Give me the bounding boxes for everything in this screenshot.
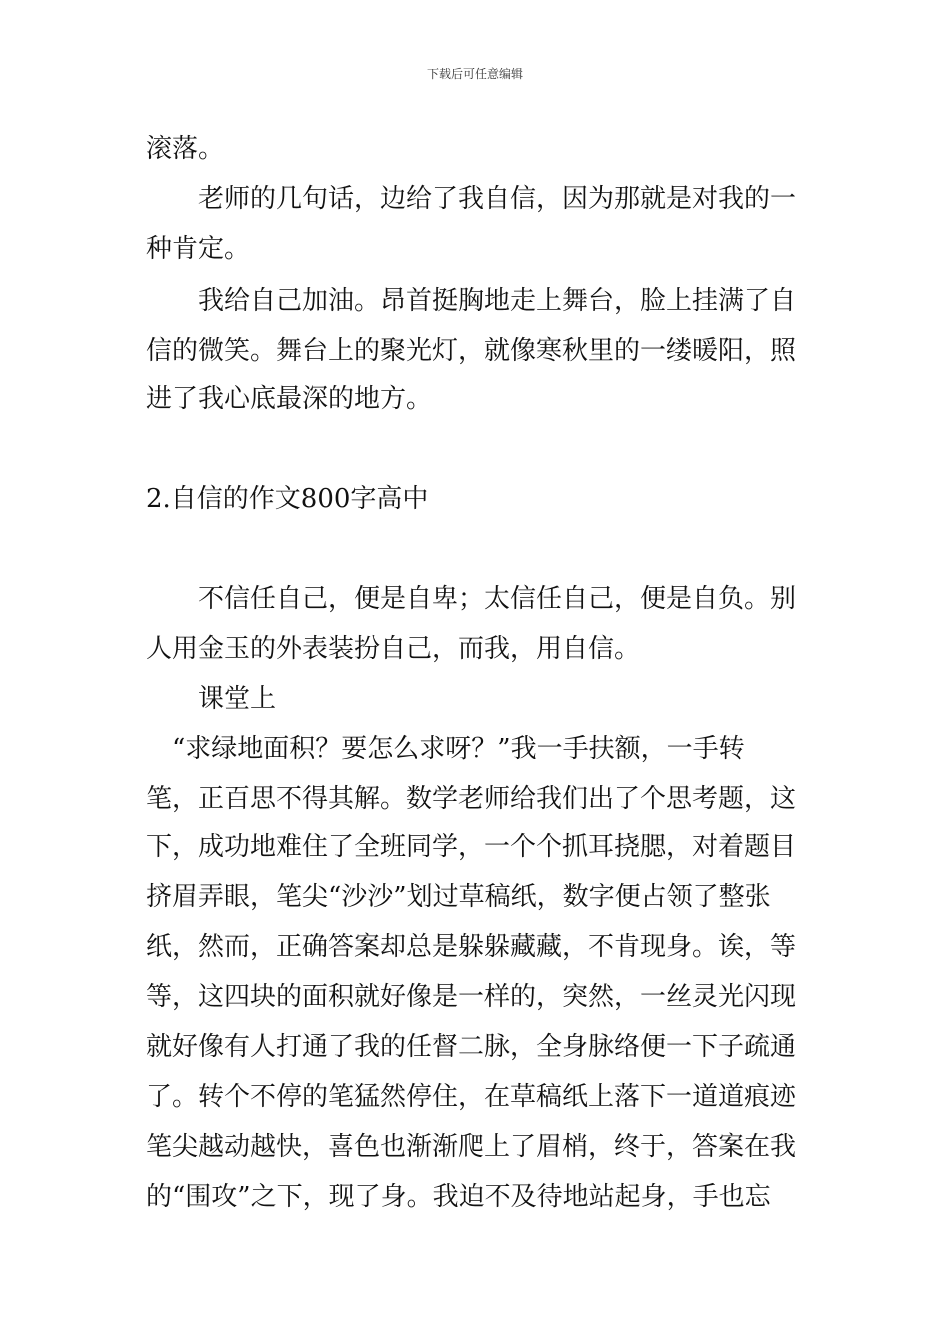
text-line: 不信任自己，便是自卑；太信任自己，便是自负。别 [198,584,797,614]
text-line: 就好像有人打通了我的任督二脉，全身脉络便一下子疏通 [146,1032,797,1062]
text-line: 老师的几句话，边给了我自信，因为那就是对我的一 [198,184,797,214]
text-line: 信的微笑。舞台上的聚光灯，就像寒秋里的一缕暖阳，照 [146,336,797,366]
text-line: 种肯定。 [146,234,251,264]
text-line: “求绿地面积？要怎么求呀？”我一手扶额，一手转 [172,734,745,764]
text-line: 挤眉弄眼，笔尖“沙沙”划过草稿纸，数字便占领了整张 [146,882,771,912]
text-line: 滚落。 [146,134,225,164]
text-line: 的“围攻”之下，现了身。我迫不及待地站起身，手也忘 [146,1182,771,1212]
text-line: 纸，然而，正确答案却总是躲躲藏藏，不肯现身。诶，等 [146,932,797,962]
text-line: 下，成功地难住了全班同学，一个个抓耳挠腮，对着题目 [146,832,797,862]
text-line: 等，这四块的面积就好像是一样的，突然，一丝灵光闪现 [146,982,797,1012]
section-heading: 2.自信的作文800字高中 [146,484,429,514]
text-line: 笔尖越动越快，喜色也渐渐爬上了眉梢，终于，答案在我 [146,1132,797,1162]
text-line: 进了我心底最深的地方。 [146,384,433,414]
text-line: 人用金玉的外表装扮自己，而我，用自信。 [146,634,641,664]
text-line: 我给自己加油。昂首挺胸地走上舞台，脸上挂满了自 [198,286,797,316]
text-line: 课堂上 [198,684,277,714]
text-line: 了。转个不停的笔猛然停住，在草稿纸上落下一道道痕迹 [146,1082,797,1112]
text-line: 笔，正百思不得其解。数学老师给我们出了个思考题，这 [146,784,797,814]
page-header: 下载后可任意编辑 [426,67,523,81]
